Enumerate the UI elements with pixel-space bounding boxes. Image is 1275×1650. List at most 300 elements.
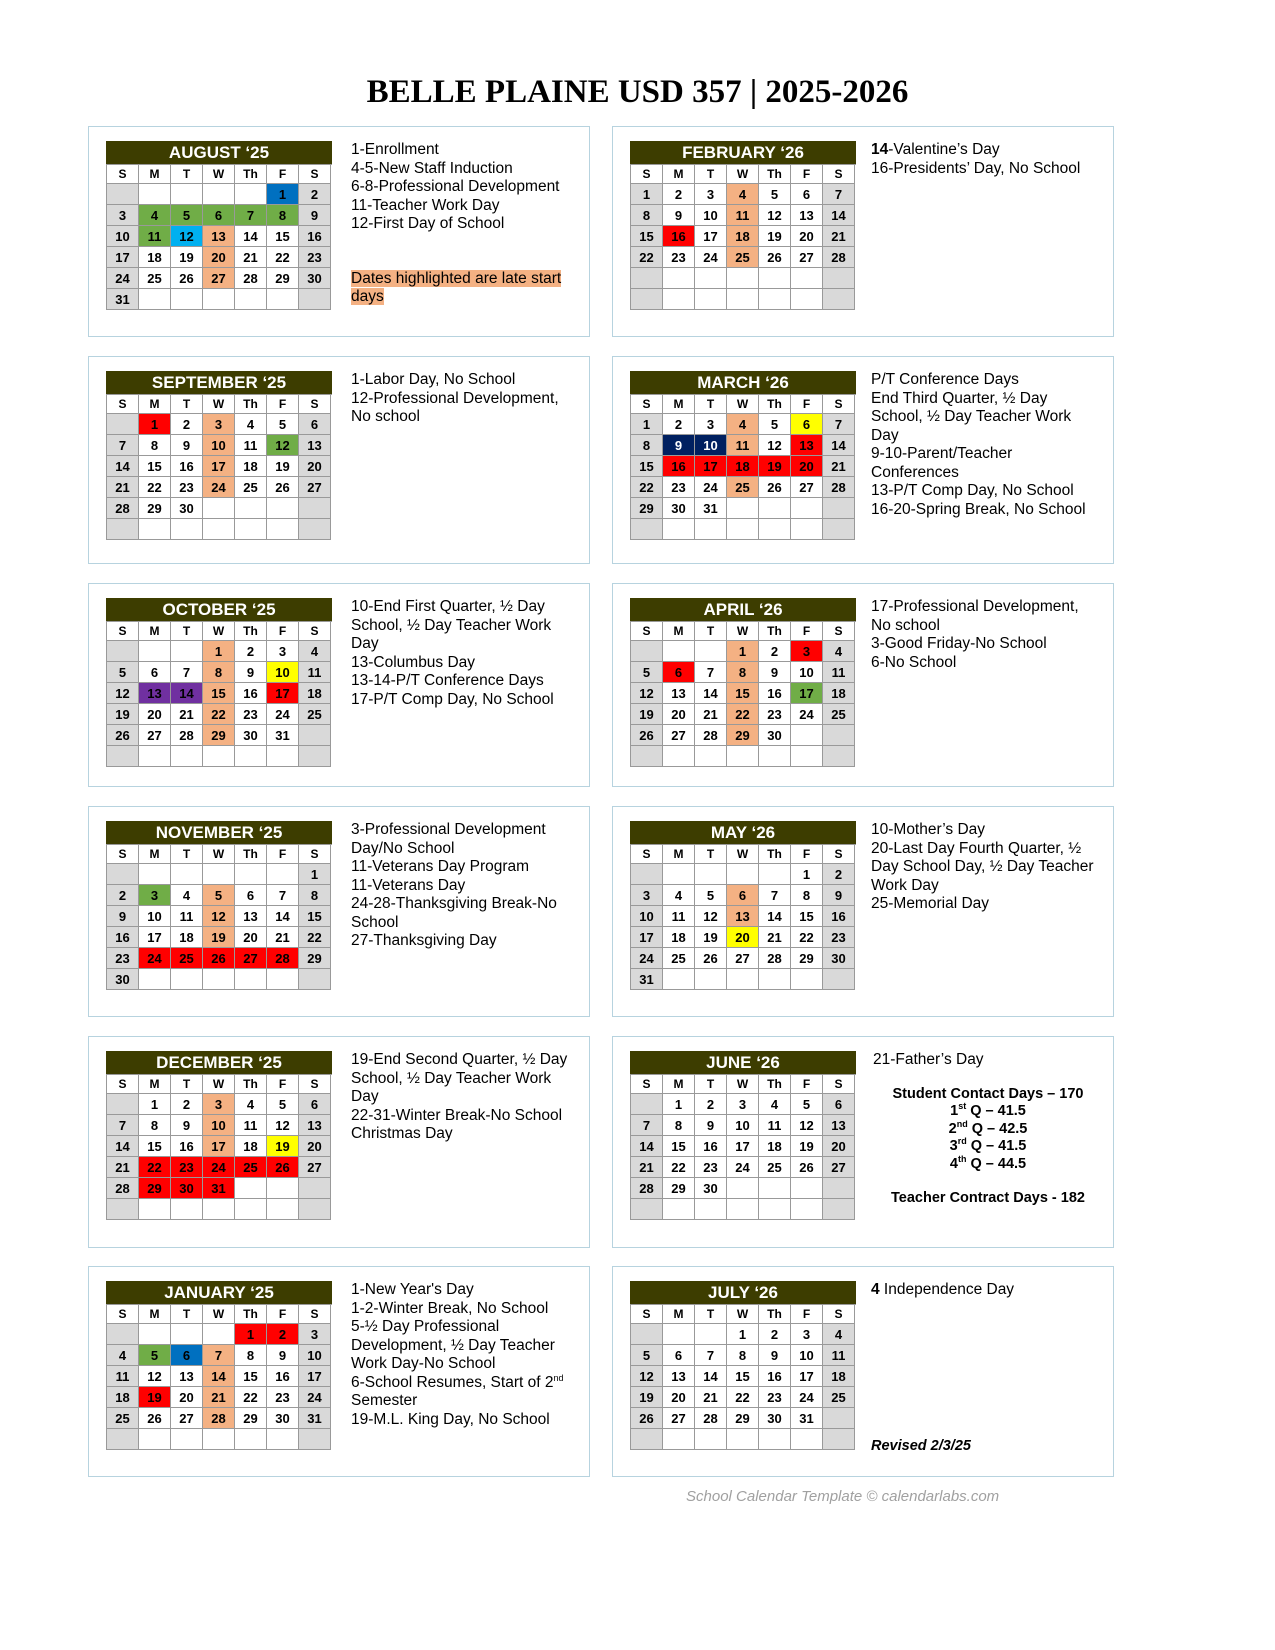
day-cell: 4 xyxy=(107,1345,139,1366)
day-cell: 10 xyxy=(267,662,299,683)
day-cell: 10 xyxy=(203,435,235,456)
day-cell: 11 xyxy=(663,906,695,927)
day-cell: 12 xyxy=(203,906,235,927)
day-cell: 19 xyxy=(171,247,203,268)
weekday-label: Th xyxy=(235,395,267,414)
day-cell: 21 xyxy=(171,704,203,725)
day-cell: 12 xyxy=(139,1366,171,1387)
day-cell: 12 xyxy=(759,435,791,456)
day-cell: 4 xyxy=(823,641,855,662)
empty-day-cell xyxy=(267,746,299,767)
contact-days-summary xyxy=(873,1086,1103,1208)
calendar-february xyxy=(630,141,856,310)
weekday-label: S xyxy=(107,395,139,414)
empty-day-cell xyxy=(203,1199,235,1220)
day-cell: 27 xyxy=(299,1157,331,1178)
day-cell: 16 xyxy=(267,1366,299,1387)
day-cell: 10 xyxy=(695,435,727,456)
day-cell: 15 xyxy=(203,683,235,704)
note: 3-Good Friday-No School xyxy=(871,635,1047,652)
month-header: MAY ‘26 xyxy=(630,821,856,844)
day-cell: 9 xyxy=(823,885,855,906)
day-cell: 25 xyxy=(663,948,695,969)
day-cell: 24 xyxy=(203,477,235,498)
day-cell: 18 xyxy=(727,226,759,247)
day-cell: 1 xyxy=(727,1324,759,1345)
notes-september xyxy=(351,371,576,427)
note: 9-10-Parent/Teacher Conferences xyxy=(871,445,1013,481)
calendar-april xyxy=(630,598,856,767)
panel-june xyxy=(612,1036,1114,1248)
day-cell: 13 xyxy=(663,1366,695,1387)
weekday-label: W xyxy=(727,1305,759,1324)
weekday-label: F xyxy=(267,1305,299,1324)
note: 19-End Second Quarter, ½ Day School, ½ Day Teacher Work Day xyxy=(351,1051,568,1105)
notes-march xyxy=(871,371,1096,519)
weekday-label: M xyxy=(663,845,695,864)
empty-day-cell xyxy=(171,1324,203,1345)
day-cell: 20 xyxy=(663,1387,695,1408)
panel-november xyxy=(88,806,590,1017)
empty-day-cell xyxy=(791,1199,823,1220)
empty-day-cell xyxy=(267,519,299,540)
empty-day-cell xyxy=(267,289,299,310)
empty-day-cell xyxy=(823,289,855,310)
weekday-label: Th xyxy=(235,1075,267,1094)
day-cell: 8 xyxy=(203,662,235,683)
empty-day-cell xyxy=(299,1429,331,1450)
notes-october xyxy=(351,598,573,709)
day-cell: 30 xyxy=(663,498,695,519)
empty-day-cell xyxy=(267,1429,299,1450)
day-cell: 14 xyxy=(631,1136,663,1157)
empty-day-cell xyxy=(823,1408,855,1429)
month-header: JANUARY ‘25 xyxy=(106,1281,332,1304)
day-cell: 12 xyxy=(791,1115,823,1136)
note: 10-Mother’s Day xyxy=(871,821,986,838)
day-cell: 31 xyxy=(299,1408,331,1429)
day-cell: 6 xyxy=(727,885,759,906)
empty-day-cell xyxy=(299,969,331,990)
empty-day-cell xyxy=(663,864,695,885)
day-cell: 28 xyxy=(695,725,727,746)
empty-day-cell xyxy=(299,1199,331,1220)
day-cell: 27 xyxy=(663,1408,695,1429)
empty-day-cell xyxy=(171,1429,203,1450)
empty-day-cell xyxy=(727,498,759,519)
weekday-label: Th xyxy=(759,622,791,641)
day-cell: 19 xyxy=(267,456,299,477)
day-cell: 17 xyxy=(107,247,139,268)
teacher-contract-days: Teacher Contract Days - 182 xyxy=(891,1190,1085,1206)
note: P/T Conference Days xyxy=(871,371,1019,388)
weekday-label: Th xyxy=(759,1075,791,1094)
day-cell: 25 xyxy=(727,247,759,268)
calendar-november xyxy=(106,821,332,990)
day-cell: 3 xyxy=(139,885,171,906)
empty-day-cell xyxy=(203,1429,235,1450)
weekday-label: M xyxy=(663,622,695,641)
weekday-label: S xyxy=(823,395,855,414)
note: 13-14-P/T Conference Days xyxy=(351,672,544,689)
note: 4 Independence Day xyxy=(871,1281,1015,1298)
day-cell: 4 xyxy=(663,885,695,906)
day-cell: 18 xyxy=(235,1136,267,1157)
empty-day-cell xyxy=(695,746,727,767)
empty-day-cell xyxy=(171,1199,203,1220)
weekday-label: W xyxy=(203,165,235,184)
day-cell: 20 xyxy=(727,927,759,948)
day-cell: 3 xyxy=(695,184,727,205)
day-cell: 14 xyxy=(823,205,855,226)
day-cell: 21 xyxy=(267,927,299,948)
empty-day-cell xyxy=(695,1199,727,1220)
day-cell: 13 xyxy=(299,1115,331,1136)
day-cell: 18 xyxy=(823,683,855,704)
day-cell: 14 xyxy=(107,456,139,477)
day-cell: 19 xyxy=(203,927,235,948)
empty-day-cell xyxy=(203,184,235,205)
empty-day-cell xyxy=(663,969,695,990)
day-cell: 23 xyxy=(299,247,331,268)
day-cell: 28 xyxy=(171,725,203,746)
empty-day-cell xyxy=(235,746,267,767)
empty-day-cell xyxy=(759,1199,791,1220)
weekday-label: M xyxy=(139,1075,171,1094)
empty-day-cell xyxy=(139,641,171,662)
day-cell: 14 xyxy=(171,683,203,704)
day-cell: 23 xyxy=(663,247,695,268)
day-cell: 27 xyxy=(203,268,235,289)
empty-day-cell xyxy=(631,289,663,310)
weekday-label: S xyxy=(107,622,139,641)
day-cell: 11 xyxy=(823,662,855,683)
day-cell: 24 xyxy=(791,1387,823,1408)
day-cell: 14 xyxy=(695,1366,727,1387)
day-cell: 16 xyxy=(695,1136,727,1157)
note: 12-First Day of School xyxy=(351,215,505,232)
empty-day-cell xyxy=(299,519,331,540)
empty-day-cell xyxy=(139,1429,171,1450)
note: 16-Presidents’ Day, No School xyxy=(871,159,1081,177)
note: 17-Professional Development, No school xyxy=(871,598,1079,634)
calendar-january xyxy=(106,1281,332,1450)
day-cell: 3 xyxy=(791,641,823,662)
weekday-label: S xyxy=(299,622,331,641)
empty-day-cell xyxy=(759,498,791,519)
empty-day-cell xyxy=(171,864,203,885)
day-cell: 23 xyxy=(663,477,695,498)
day-cell: 28 xyxy=(235,268,267,289)
day-cell: 30 xyxy=(267,1408,299,1429)
weekday-label: T xyxy=(695,845,727,864)
month-grid xyxy=(106,1304,332,1450)
day-cell: 5 xyxy=(203,885,235,906)
day-cell: 19 xyxy=(695,927,727,948)
day-cell: 22 xyxy=(663,1157,695,1178)
weekday-label: S xyxy=(299,1075,331,1094)
student-contact-days: Student Contact Days – 170 xyxy=(892,1085,1084,1102)
day-cell: 9 xyxy=(759,662,791,683)
note: 11-Veterans Day Program xyxy=(351,858,530,875)
day-cell: 22 xyxy=(727,704,759,725)
day-cell: 5 xyxy=(695,885,727,906)
day-cell: 8 xyxy=(267,205,299,226)
day-cell: 16 xyxy=(663,226,695,247)
day-cell: 25 xyxy=(235,1157,267,1178)
day-cell: 16 xyxy=(171,456,203,477)
day-cell: 30 xyxy=(299,268,331,289)
weekday-label: F xyxy=(267,395,299,414)
day-cell: 22 xyxy=(267,247,299,268)
empty-day-cell xyxy=(235,184,267,205)
day-cell: 20 xyxy=(791,226,823,247)
weekday-label: S xyxy=(299,1305,331,1324)
day-cell: 26 xyxy=(631,725,663,746)
q2-days: 2nd Q – 42.5 xyxy=(948,1118,1028,1137)
day-cell: 3 xyxy=(203,414,235,435)
day-cell: 22 xyxy=(791,927,823,948)
day-cell: 17 xyxy=(791,1366,823,1387)
day-cell: 20 xyxy=(171,1387,203,1408)
day-cell: 1 xyxy=(727,641,759,662)
empty-day-cell xyxy=(139,746,171,767)
day-cell: 21 xyxy=(823,226,855,247)
weekday-label: M xyxy=(139,165,171,184)
empty-day-cell xyxy=(727,1178,759,1199)
day-cell: 5 xyxy=(791,1094,823,1115)
note: 17-P/T Comp Day, No School xyxy=(351,690,554,708)
weekday-label: S xyxy=(107,845,139,864)
day-cell: 19 xyxy=(267,1136,299,1157)
day-cell: 12 xyxy=(759,205,791,226)
empty-day-cell xyxy=(171,969,203,990)
day-cell: 15 xyxy=(139,456,171,477)
day-cell: 7 xyxy=(695,1345,727,1366)
month-header: JULY ‘26 xyxy=(630,1281,856,1304)
day-cell: 30 xyxy=(235,725,267,746)
day-cell: 23 xyxy=(171,1157,203,1178)
day-cell: 14 xyxy=(107,1136,139,1157)
day-cell: 24 xyxy=(107,268,139,289)
day-cell: 9 xyxy=(171,435,203,456)
day-cell: 7 xyxy=(759,885,791,906)
month-grid xyxy=(106,1074,332,1220)
day-cell: 10 xyxy=(791,1345,823,1366)
empty-day-cell xyxy=(299,289,331,310)
day-cell: 30 xyxy=(759,1408,791,1429)
footer-credit: School Calendar Template © calendarlabs.com xyxy=(686,1488,1000,1505)
weekday-label: T xyxy=(695,395,727,414)
empty-day-cell xyxy=(727,1199,759,1220)
day-cell: 13 xyxy=(823,1115,855,1136)
weekday-label: T xyxy=(171,1075,203,1094)
day-cell: 19 xyxy=(631,704,663,725)
month-header: JUNE ‘26 xyxy=(630,1051,856,1074)
day-cell: 2 xyxy=(759,1324,791,1345)
weekday-label: F xyxy=(267,165,299,184)
day-cell: 4 xyxy=(823,1324,855,1345)
day-cell: 20 xyxy=(299,1136,331,1157)
weekday-label: F xyxy=(791,165,823,184)
empty-day-cell xyxy=(727,746,759,767)
empty-day-cell xyxy=(823,519,855,540)
notes-april xyxy=(871,598,1096,672)
q1-days: 1st Q – 41.5 xyxy=(950,1101,1026,1119)
day-cell: 30 xyxy=(171,498,203,519)
weekday-label: Th xyxy=(235,1305,267,1324)
month-header: FEBRUARY ‘26 xyxy=(630,141,856,164)
empty-day-cell xyxy=(139,1199,171,1220)
day-cell: 8 xyxy=(791,885,823,906)
month-grid xyxy=(630,394,856,540)
day-cell: 2 xyxy=(107,885,139,906)
day-cell: 29 xyxy=(139,1178,171,1199)
day-cell: 15 xyxy=(631,456,663,477)
day-cell: 30 xyxy=(823,948,855,969)
day-cell: 15 xyxy=(791,906,823,927)
day-cell: 3 xyxy=(203,1094,235,1115)
empty-day-cell xyxy=(791,746,823,767)
empty-day-cell xyxy=(791,969,823,990)
note: 4-5-New Staff Induction xyxy=(351,159,513,177)
day-cell: 8 xyxy=(139,435,171,456)
note: 1-New Year's Day xyxy=(351,1281,474,1298)
day-cell: 4 xyxy=(759,1094,791,1115)
weekday-label: T xyxy=(171,1305,203,1324)
notes-may xyxy=(871,821,1106,914)
empty-day-cell xyxy=(759,519,791,540)
weekday-label: Th xyxy=(759,395,791,414)
day-cell: 5 xyxy=(171,205,203,226)
day-cell: 13 xyxy=(791,205,823,226)
day-cell: 10 xyxy=(299,1345,331,1366)
weekday-label: Th xyxy=(235,845,267,864)
empty-day-cell xyxy=(139,864,171,885)
day-cell: 8 xyxy=(631,205,663,226)
note: 11-Teacher Work Day xyxy=(351,196,500,214)
panel-december xyxy=(88,1036,590,1248)
note: 12-Professional Development, No school xyxy=(351,389,559,425)
day-cell: 23 xyxy=(759,704,791,725)
day-cell: 15 xyxy=(267,226,299,247)
day-cell: 10 xyxy=(695,205,727,226)
empty-day-cell xyxy=(139,289,171,310)
day-cell: 31 xyxy=(631,969,663,990)
day-cell: 19 xyxy=(107,704,139,725)
day-cell: 12 xyxy=(631,1366,663,1387)
day-cell: 6 xyxy=(791,184,823,205)
note: 10-End First Quarter, ½ Day School, ½ Day Teacher Work Day xyxy=(351,598,552,652)
empty-day-cell xyxy=(791,519,823,540)
day-cell: 12 xyxy=(695,906,727,927)
day-cell: 27 xyxy=(235,948,267,969)
empty-day-cell xyxy=(791,725,823,746)
day-cell: 28 xyxy=(203,1408,235,1429)
day-cell: 28 xyxy=(823,477,855,498)
day-cell: 10 xyxy=(107,226,139,247)
day-cell: 18 xyxy=(727,456,759,477)
day-cell: 9 xyxy=(695,1115,727,1136)
empty-day-cell xyxy=(631,746,663,767)
empty-day-cell xyxy=(663,289,695,310)
day-cell: 4 xyxy=(299,641,331,662)
empty-day-cell xyxy=(107,641,139,662)
empty-day-cell xyxy=(139,969,171,990)
weekday-label: M xyxy=(139,395,171,414)
day-cell: 27 xyxy=(663,725,695,746)
day-cell: 21 xyxy=(631,1157,663,1178)
calendar-may xyxy=(630,821,856,990)
note: 6-No School xyxy=(871,653,957,671)
day-cell: 5 xyxy=(759,414,791,435)
day-cell: 19 xyxy=(631,1387,663,1408)
day-cell: 28 xyxy=(695,1408,727,1429)
empty-day-cell xyxy=(663,268,695,289)
day-cell: 29 xyxy=(727,725,759,746)
empty-day-cell xyxy=(791,1429,823,1450)
empty-day-cell xyxy=(107,1324,139,1345)
month-grid xyxy=(630,844,856,990)
day-cell: 10 xyxy=(791,662,823,683)
empty-day-cell xyxy=(139,184,171,205)
day-cell: 16 xyxy=(299,226,331,247)
weekday-label: Th xyxy=(759,165,791,184)
day-cell: 13 xyxy=(235,906,267,927)
weekday-label: M xyxy=(663,165,695,184)
day-cell: 29 xyxy=(267,268,299,289)
day-cell: 2 xyxy=(823,864,855,885)
month-grid xyxy=(106,844,332,990)
day-cell: 21 xyxy=(759,927,791,948)
day-cell: 28 xyxy=(107,498,139,519)
weekday-label: W xyxy=(203,622,235,641)
day-cell: 1 xyxy=(139,414,171,435)
weekday-label: T xyxy=(695,1075,727,1094)
note: 27-Thanksgiving Day xyxy=(351,932,497,949)
day-cell: 6 xyxy=(823,1094,855,1115)
day-cell: 11 xyxy=(139,226,171,247)
empty-day-cell xyxy=(695,864,727,885)
weekday-label: F xyxy=(791,1305,823,1324)
day-cell: 31 xyxy=(203,1178,235,1199)
day-cell: 25 xyxy=(727,477,759,498)
day-cell: 7 xyxy=(107,1115,139,1136)
empty-day-cell xyxy=(107,414,139,435)
weekday-label: S xyxy=(107,1075,139,1094)
day-cell: 18 xyxy=(171,927,203,948)
day-cell: 17 xyxy=(203,1136,235,1157)
day-cell: 31 xyxy=(267,725,299,746)
day-cell: 15 xyxy=(299,906,331,927)
day-cell: 10 xyxy=(727,1115,759,1136)
empty-day-cell xyxy=(727,864,759,885)
day-cell: 7 xyxy=(171,662,203,683)
day-cell: 11 xyxy=(759,1115,791,1136)
day-cell: 28 xyxy=(107,1178,139,1199)
q3-value: Q – 41.5 xyxy=(970,1138,1027,1154)
month-grid xyxy=(630,1074,856,1220)
day-cell: 27 xyxy=(791,247,823,268)
day-cell: 25 xyxy=(823,1387,855,1408)
weekday-label: S xyxy=(299,845,331,864)
calendar-august xyxy=(106,141,332,310)
panel-april xyxy=(612,583,1114,787)
q3-days: 3rd Q – 41.5 xyxy=(949,1136,1027,1154)
empty-day-cell xyxy=(171,289,203,310)
day-cell: 13 xyxy=(663,683,695,704)
day-cell: 26 xyxy=(631,1408,663,1429)
